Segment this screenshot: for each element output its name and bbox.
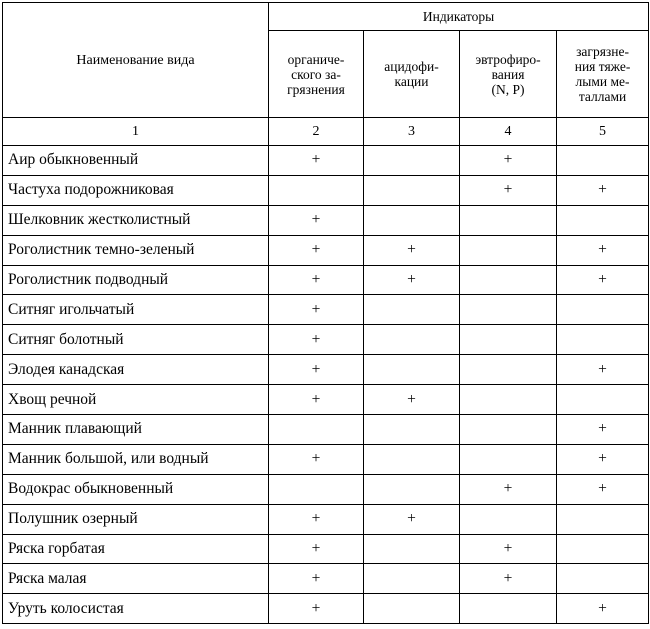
- indicator-mark: [364, 355, 460, 385]
- indicator-mark: +: [557, 265, 649, 295]
- indicator-mark: [460, 385, 557, 415]
- indicator-mark: [364, 594, 460, 624]
- indicator-mark: +: [269, 564, 364, 594]
- species-name: Ряска горбатая: [3, 534, 269, 564]
- indicator-mark: +: [269, 444, 364, 474]
- column-number: 1: [3, 118, 269, 146]
- species-name: Манник большой, или водный: [3, 444, 269, 474]
- indicator-mark: [364, 444, 460, 474]
- indicator-mark: +: [269, 265, 364, 295]
- indicator-mark: [557, 564, 649, 594]
- indicator-mark: [557, 504, 649, 534]
- indicator-header-acidification: ацидофи- кации: [364, 31, 460, 118]
- indicator-mark: [364, 564, 460, 594]
- indicator-mark: +: [269, 355, 364, 385]
- indicator-mark: +: [269, 594, 364, 624]
- indicator-mark: [557, 295, 649, 325]
- indicator-mark: [557, 205, 649, 235]
- indicator-mark: +: [269, 235, 364, 265]
- column-number: 4: [460, 118, 557, 146]
- indicator-header-heavy-metals: загрязне- ния тяже- лыми ме- таллами: [557, 31, 649, 118]
- indicator-mark: [364, 146, 460, 176]
- indicator-mark: +: [460, 474, 557, 504]
- indicator-mark: +: [460, 564, 557, 594]
- indicator-mark: [269, 175, 364, 205]
- column-number: 2: [269, 118, 364, 146]
- indicator-mark: +: [557, 235, 649, 265]
- indicator-mark: +: [364, 504, 460, 534]
- indicator-mark: [557, 325, 649, 355]
- indicator-mark: +: [364, 385, 460, 415]
- table-row: [3, 146, 649, 176]
- indicator-mark: [460, 594, 557, 624]
- indicator-mark: +: [269, 205, 364, 235]
- indicator-mark: [557, 534, 649, 564]
- indicator-mark: +: [269, 385, 364, 415]
- indicator-mark: [460, 235, 557, 265]
- species-name-header: Наименование вида: [3, 3, 269, 118]
- table-row: [3, 385, 649, 415]
- indicator-mark: [460, 355, 557, 385]
- indicator-mark: [460, 444, 557, 474]
- indicator-mark: +: [557, 474, 649, 504]
- indicator-mark: [364, 474, 460, 504]
- species-name: Ситняг болотный: [3, 325, 269, 355]
- species-name: Уруть колосистая: [3, 594, 269, 624]
- table-row: [3, 205, 649, 235]
- indicator-mark: [557, 146, 649, 176]
- table-row: [3, 295, 649, 325]
- indicator-mark: [364, 325, 460, 355]
- table-row: [3, 325, 649, 355]
- indicator-mark: [364, 534, 460, 564]
- indicator-mark: +: [557, 415, 649, 445]
- indicator-header-eutrophication: эвтрофиро- вания (N, P): [460, 31, 557, 118]
- table-row: [3, 265, 649, 295]
- species-name: Аир обыкновенный: [3, 146, 269, 176]
- indicator-mark: +: [557, 355, 649, 385]
- table-row: [3, 355, 649, 385]
- table-row: [3, 474, 649, 504]
- indicator-mark: +: [269, 504, 364, 534]
- indicator-mark: [269, 415, 364, 445]
- column-number: 5: [557, 118, 649, 146]
- species-name: Хвощ речной: [3, 385, 269, 415]
- table-row: [3, 415, 649, 445]
- indicator-mark: [364, 175, 460, 205]
- table-row: [3, 235, 649, 265]
- indicator-mark: +: [557, 594, 649, 624]
- indicators-group-header: Индикаторы: [269, 3, 649, 31]
- indicator-mark: +: [269, 325, 364, 355]
- indicator-mark: [460, 415, 557, 445]
- indicator-mark: [269, 474, 364, 504]
- indicator-mark: [460, 205, 557, 235]
- column-number-row: [3, 118, 649, 146]
- indicator-mark: [364, 295, 460, 325]
- indicator-mark: +: [364, 235, 460, 265]
- species-name: Манник плавающий: [3, 415, 269, 445]
- species-name: Шелковник жестколистный: [3, 205, 269, 235]
- indicator-mark: +: [269, 146, 364, 176]
- species-name: Частуха подорожниковая: [3, 175, 269, 205]
- indicator-header-organic-pollution: органиче- ского за- грязнения: [269, 31, 364, 118]
- indicator-mark: +: [557, 175, 649, 205]
- table-row: [3, 504, 649, 534]
- indicator-mark: +: [269, 295, 364, 325]
- indicator-mark: [364, 415, 460, 445]
- indicator-mark: [364, 205, 460, 235]
- species-name: Ряска малая: [3, 564, 269, 594]
- table-row: [3, 175, 649, 205]
- table-row: [3, 444, 649, 474]
- column-number: 3: [364, 118, 460, 146]
- species-name: Водокрас обыкновенный: [3, 474, 269, 504]
- indicator-mark: [460, 265, 557, 295]
- indicator-mark: +: [269, 534, 364, 564]
- table-row: [3, 564, 649, 594]
- indicator-mark: +: [460, 534, 557, 564]
- indicator-mark: [460, 504, 557, 534]
- table-row: [3, 594, 649, 624]
- species-name: Роголистник темно-зеленый: [3, 235, 269, 265]
- indicator-mark: +: [557, 444, 649, 474]
- indicator-mark: [557, 385, 649, 415]
- species-name: Элодея канадская: [3, 355, 269, 385]
- indicator-mark: +: [460, 175, 557, 205]
- indicator-mark: [460, 325, 557, 355]
- indicator-mark: +: [460, 146, 557, 176]
- indicator-mark: [460, 295, 557, 325]
- species-name: Роголистник подводный: [3, 265, 269, 295]
- indicator-mark: +: [364, 265, 460, 295]
- species-name: Полушник озерный: [3, 504, 269, 534]
- species-name: Ситняг игольчатый: [3, 295, 269, 325]
- table-row: [3, 534, 649, 564]
- indicator-species-table: [2, 2, 649, 624]
